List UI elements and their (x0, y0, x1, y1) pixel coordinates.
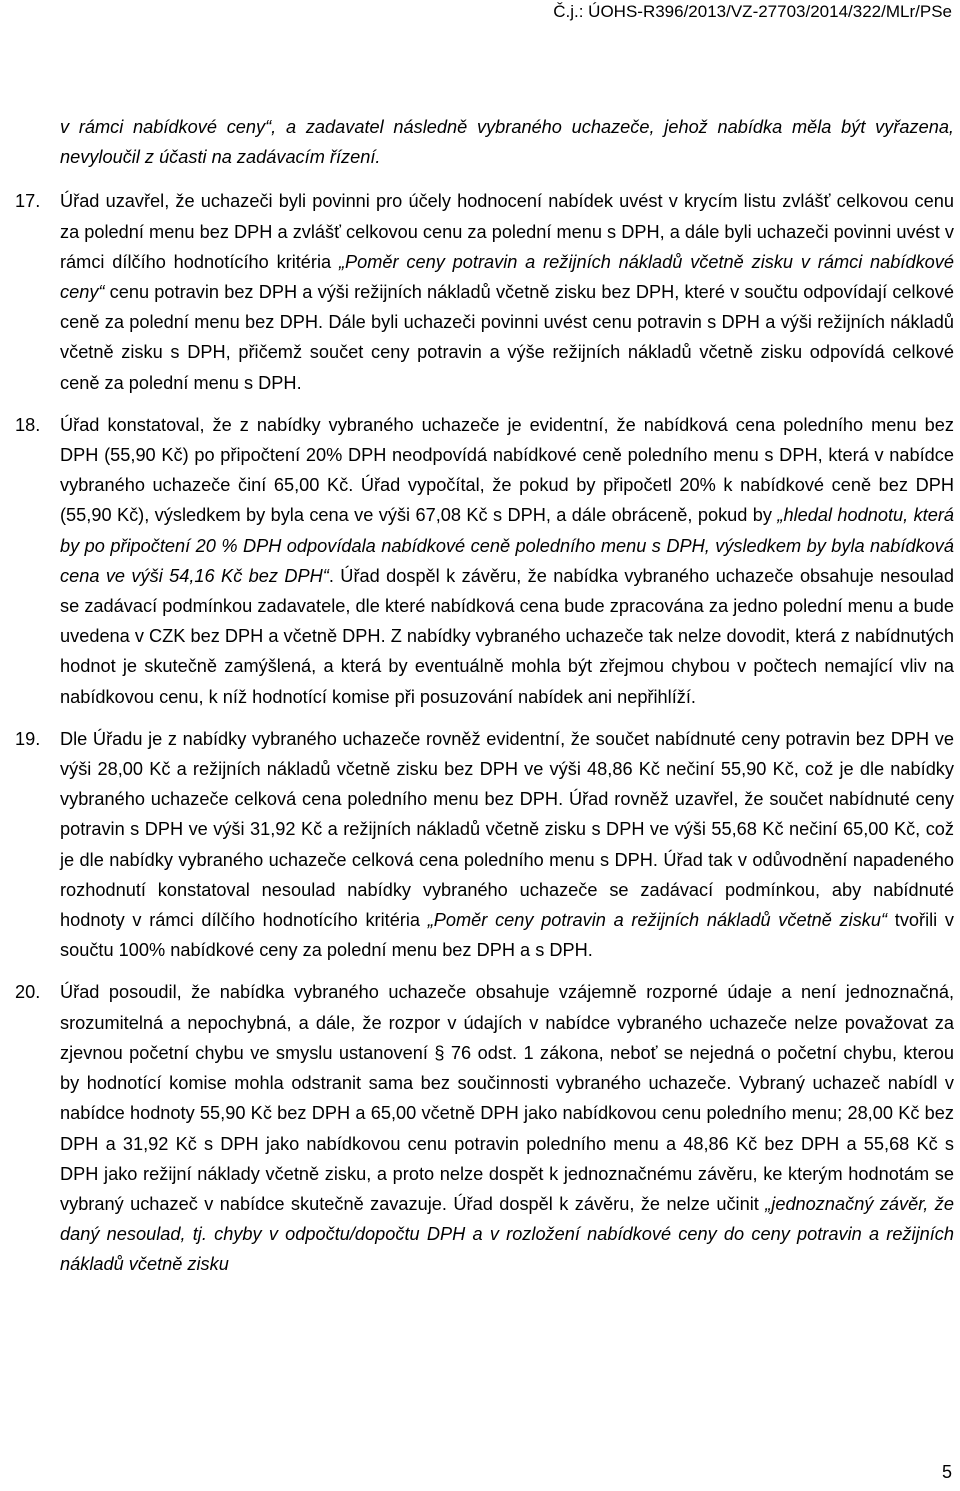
italic-quote: „hledal hodnotu, která by po připočtení 20 % DPH odpovídala nabídkové ceně poledního menu s DPH, výsledkem by byla nabídková cena ve výši 54,16 Kč bez DPH“ (60, 505, 955, 586)
intro-italic-text: v rámci nabídkové ceny“ (60, 117, 272, 137)
italic-quote: „Poměr ceny potravin a režijních nákladů včetně zisku v rámci nabídkové ceny“ (60, 251, 954, 303)
paragraph-number: 19. (15, 728, 41, 749)
paragraph-number: 20. (15, 982, 41, 1003)
paragraph-text (60, 410, 954, 712)
paragraph-text (60, 977, 954, 1279)
paragraph-19 (15, 724, 954, 966)
paragraph-text (60, 724, 954, 966)
text-segment: . Úřad dospěl k závěru, že nabídka vybraného uchazeče obsahuje nesoulad se zadávací podmínkou zadavatele, dle které nabídková cena bude zpracována za jedno polední menu a bude uvedena v CZK bez DPH a včetně DPH. Z nabídky vybraného uchazeče tak nelze dovodit, která z nabídnutých hodnot je skutečně zamýšlená, a která by eventuálně mohla být zřejmou chybou v počtech nemající vliv na nabídkovou cenu, k níž hodnotící komise při posuzování nabídek ani nepřihlíží. (60, 565, 954, 707)
intro-paragraph (60, 112, 954, 172)
paragraph-20 (15, 977, 954, 1279)
text-segment: Dle Úřadu je z nabídky vybraného uchazeče rovněž evidentní, že součet nabídnuté ceny potravin bez DPH ve výši 28,00 Kč a režijních nákladů včetně zisku bez DPH ve výši 48,86 Kč nečiní 55,90 Kč, což je dle nabídky vybraného uchazeče celková cena poledního menu bez DPH. Úřad rovněž uzavřel, že součet nabídnuté ceny potravin s DPH ve výši 31,92 Kč a režijních nákladů včetně zisku s DPH ve výši 55,68 Kč nečiní 65,00 Kč, což je dle nabídky vybraného uchazeče celková cena poledního menu s DPH. Úřad tak v odůvodnění napadeného rozhodnutí konstatoval nesoulad nabídky vybraného uchazeče se zadávací podmínkou, aby nabídnuté hodnoty v rámci dílčího hodnotícího kritéria (60, 728, 954, 931)
paragraph-number: 18. (15, 414, 41, 435)
italic-quote: „Poměr ceny potravin a režijních nákladů včetně zisku“ (427, 910, 888, 931)
paragraph-17 (15, 186, 954, 397)
page-number: 5 (941, 1462, 952, 1482)
paragraph-text (60, 186, 954, 397)
paragraph-number: 17. (15, 191, 41, 212)
text-segment: Úřad konstatoval, že z nabídky vybraného uchazeče je evidentní, že nabídková cena poledního menu bez DPH (55,90 Kč) po připočtení 20% DPH neodpovídá nabídkové ceně poledního menu s DPH, která v nabídce vybraného uchazeče činí 65,00 Kč. Úřad vypočítal, že pokud by připočetl 20% k nabídkové ceně bez DPH (55,90 Kč), výsledkem by byla cena ve výši 67,08 Kč s DPH, a dále obráceně, pokud by (60, 414, 954, 526)
italic-quote: „jednoznačný závěr, že daný nesoulad, tj. chyby v odpočtu/dopočtu DPH a v rozložení nabídkové ceny do ceny potravin a režijních nákladů včetně zisku (60, 1193, 954, 1275)
document-body (15, 112, 954, 1292)
text-segment: Úřad posoudil, že nabídka vybraného uchazeče obsahuje vzájemně rozporné údaje a není jednoznačná, srozumitelná a nepochybná, a dále, že rozpor v údajích v nabídce vybraného uchazeče nelze považovat za zjevnou početní chybu ve smyslu ustanovení § 76 odst. 1 zákona, neboť se nejedná o početní chybu, kterou by hodnotící komise mohla odstranit sama bez součinnosti vybraného uchazeče. Vybraný uchazeč nabídl v nabídce hodnoty 55,90 Kč bez DPH a 65,00 včetně DPH jako nabídkovou cenu poledního menu; 28,00 Kč bez DPH a 31,92 Kč s DPH jako nabídkovou cenu potravin poledního menu a 48,86 Kč bez DPH a 55,68 Kč s DPH jako režijní náklady včetně zisku, a proto nelze dospět k jednoznačnému závěru, ke kterým hodnotám se vybraný uchazeč v nabídce skutečně zavazuje. Úřad dospěl k závěru, že nelze učinit (60, 982, 954, 1214)
text-segment: cenu potravin bez DPH a výši režijních nákladů včetně zisku bez DPH, které v součtu odpovídají celkové ceně za polední menu bez DPH. Dále byli uchazeči povinni uvést cenu potravin s DPH a výši režijních nákladů včetně zisku s DPH, přičemž součet ceny potravin a výše režijních nákladů včetně zisku odpovídá celkové ceně za polední menu s DPH. (60, 282, 954, 393)
text-segment: Úřad uzavřel, že uchazeči byli povinni pro účely hodnocení nabídek uvést v krycím listu zvlášť celkovou cenu za polední menu bez DPH a zvlášť celkovou cenu za polední menu s DPH, a dále byli uchazeči povinni uvést v rámci dílčího hodnotícího kritéria (60, 191, 954, 272)
intro-text: , a zadavatel následně vybraného uchazeče, jehož nabídka měla být vyřazena, nevyloučil z účasti na zadávacím řízení. (60, 117, 954, 168)
document-reference-number: Č.j.: ÚOHS-R396/2013/VZ-27703/2014/322/MLr/PSe (553, 2, 952, 21)
paragraph-18 (15, 410, 954, 712)
text-segment: tvořili v součtu 100% nabídkové ceny za polední menu bez DPH a s DPH. (60, 910, 955, 961)
